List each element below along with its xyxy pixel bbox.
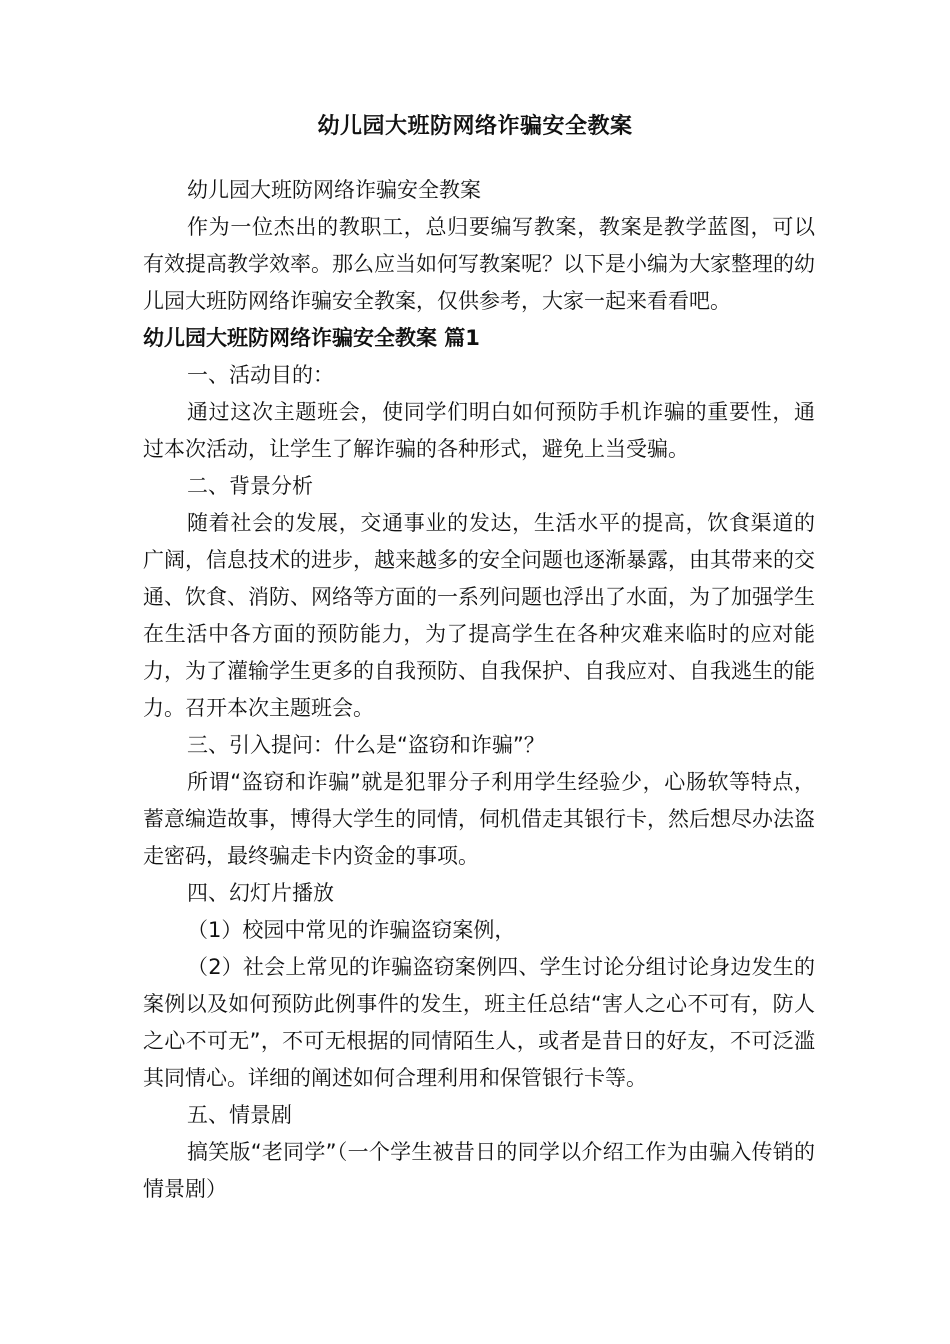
document-body [143,172,815,1208]
paragraph-item-heading: 二、背景分析 [187,474,313,498]
paragraph-body: 搞笑版“老同学”（一个学生被昔日的同学以介绍工作为由骗入传销的情景剧） [143,1140,815,1201]
paragraph-body: 所谓“盗窃和诈骗”就是犯罪分子利用学生经验少，心肠软等特点，蓄意编造故事，博得大学生的同情，伺机借走其银行卡，然后想尽办法盗走密码，最终骗走卡内资金的事项。 [143,770,815,868]
paragraph-body: 随着社会的发展，交通事业的发达，生活水平的提高，饮食渠道的广阔，信息技术的进步，越来越多的安全问题也逐渐暴露，由其带来的交通、饮食、消防、网络等方面的一系列问题也浮出了水面，为了加强学生在生活中各方面的预防能力，为了提高学生在各种灾难来临时的应对能力，为了灌输学生更多的自我预防、自我保护、自我应对、自我逃生的能力。召开本次主题班会。 [143,511,815,720]
document-title: 幼儿园大班防网络诈骗安全教案 [317,114,633,139]
paragraph-item-heading: 五、情景剧 [187,1103,292,1127]
paragraph-list-item: （1）校园中常见的诈骗盗窃案例， [187,918,516,942]
section-heading: 幼儿园大班防网络诈骗安全教案 篇1 [143,326,480,350]
paragraph-item-heading: 四、幻灯片播放 [187,881,334,905]
paragraph-body: 通过这次主题班会，使同学们明白如何预防手机诈骗的重要性，通过本次活动，让学生了解诈骗的各种形式，避免上当受骗。 [143,400,815,461]
paragraph-intro: 作为一位杰出的教职工，总归要编写教案，教案是教学蓝图，可以有效提高教学效率。那么应当如何写教案呢？以下是小编为大家整理的幼儿园大班防网络诈骗安全教案，仅供参考，大家一起来看看吧。 [143,215,815,313]
paragraph-list-item: （2）社会上常见的诈骗盗窃案例四、学生讨论分组讨论身边发生的案例以及如何预防此例事件的发生，班主任总结“害人之心不可有，防人之心不可无”，不可无根据的同情陌生人，或者是昔日的好友，不可泛滥其同情心。详细的阐述如何合理利用和保管银行卡等。 [143,955,815,1090]
paragraph-item-heading: 一、活动目的： [187,363,334,387]
paragraph-item-heading: 三、引入提问：什么是“盗窃和诈骗”？ [187,733,545,757]
paragraph-subtitle: 幼儿园大班防网络诈骗安全教案 [187,178,481,202]
